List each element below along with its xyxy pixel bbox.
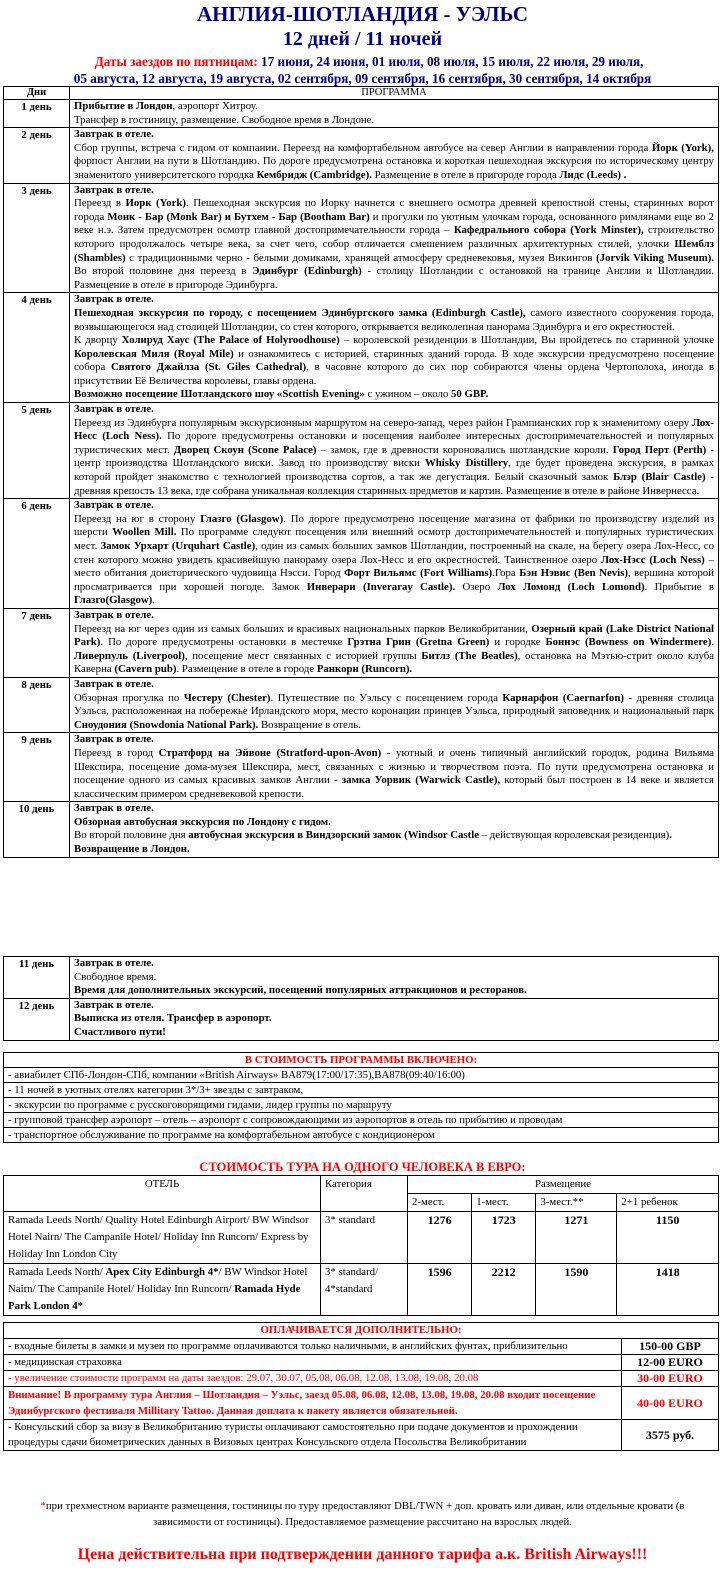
day-label: 5 день [4,403,70,499]
bold-text: Эдинбург (Edinburgh) [252,265,362,278]
text: с традиционными черно - белыми домиками, хранящей атмосферу средневековья, музея Викингов [125,251,597,264]
day-label: 1 день [4,100,70,128]
bold-text: Woollen Mill. [112,526,177,539]
day-label: 11 день [4,957,70,999]
text: , вершина которой просматривается при хорошей погоде. Замок [74,567,714,593]
day-label: 9 день [4,733,70,802]
bold-text: Лох-Несс (Loch Ness). [74,416,714,443]
included-table [3,1052,719,1143]
program-day-row [4,100,719,128]
program-day-row [4,957,719,999]
text: По программе следуют посещения или внешний осмотр достопримечательностей и популярных туристических мест. [74,526,714,552]
day-description [70,957,719,999]
price-value: 1596 [408,1264,472,1316]
col-hotel: ОТЕЛЬ [4,1176,321,1212]
text: Переезд в [74,197,126,210]
text: . Путешествие по Уэльсу с посещением города [270,691,503,704]
bold-text: Завтрак в отеле. [74,183,154,196]
final-note: Цена действительна при подтверждении данного тарифа а.к. British Airways!!! [77,1546,648,1563]
bold-text: Завтрак в отеле. [74,802,154,815]
day-label: 3 день [4,183,70,293]
included-item: - авиабилет СПб-Лондон-СПб, компании «British Airways» BA879(17:00/17:35),BA878(09:40/16:00) [4,1068,719,1083]
bold-text: Дворец Скоун [173,443,244,456]
program-header-row [4,87,719,100]
day-description [70,183,719,293]
extra-cost-price: 12-00 EURO [622,1355,719,1371]
day-label: 8 день [4,677,70,732]
col-category: Категория [321,1176,408,1212]
bold-text: (Cavern pub) [114,663,177,676]
day-description [70,403,719,499]
text: . По дороге предусмотрены остановки в местечке [100,636,348,649]
bold-text: Святого Джайлза (St. Giles Cathedral) [110,361,307,374]
extra-cost-description: - медицинская страховка [4,1355,622,1371]
text: . Размещение в отеле в городе [176,663,317,676]
extra-cost-description: Внимание! В программу тура Англия – Шотландия – Уэльс, заезд 05.08, 06.08, 12.08, 13.08, 19.08, 20.08 входит посещение Эдинбургского фестиваля Millitary Tattoo. Данная доплата к пакету является обязательной. [4,1387,622,1420]
bold-text: Холируд Хаус (The Palace of Holyroodhouse) [121,334,340,347]
bold-text: Бэн Нэвис (Ben Nevis) [519,567,628,580]
bold-text: автобусная экскурсия в Виндзорский замок (Windsor Castle [188,829,479,842]
tour-dates-line2: 05 августа, 12 августа, 19 августа, 02 сентября, 09 сентября, 16 сентября, 30 сентября, 14 октября [73,71,652,86]
price-value: 2212 [472,1264,536,1316]
bold-text: Завтрак в отеле. [74,499,154,512]
included-item: - групповой трансфер аэропорт – отель – аэропорт с сопровождающими из аэропортов в отель по прибытию и проводам [4,1113,719,1128]
program-day-row [4,608,719,677]
hotel-category: 3* standard/ 4*standard [321,1264,408,1316]
text: Озеро [455,580,498,593]
extra-title: ОПЛАЧИВАЕТСЯ ДОПОЛНИТЕЛЬНО: [4,1323,719,1339]
bold-text: Apex City Edinburgh 4* [105,1266,219,1278]
price-value: 1590 [536,1264,617,1316]
program-table-continued [3,956,719,1041]
included-row [4,1098,719,1113]
placement-col: 3-мест.** [536,1194,617,1212]
text: – место обитания доисторического чудовища Нэсси. Город [74,553,714,580]
extra-cost-row [4,1420,719,1451]
day-label: 4 день [4,293,70,403]
bold-text: Глазго(Glasgow) [74,594,153,607]
text: , аэропорт Хитроу. [172,100,258,112]
bold-text: Возможно посещение Шотландского шоу «Scottish Evening» [74,388,365,401]
day-description [70,733,719,802]
text: - древняя столица Уэльса, расположенная на побережье Ирландского моря, место коронации принцев Уэльса, природный заповедник и национальный парк [74,691,714,718]
day-description [70,677,719,732]
day-description [70,128,719,183]
included-item: - экскурсии по программе с русскоговорящими гидами, лидер группы по маршруту [4,1098,719,1113]
text: Обзорная прогулка по [74,691,184,704]
extra-cost-price: 3575 руб. [622,1420,719,1451]
text: . Пешеходная экскурсия по Иорку начнется с внешнего осмотра древней крепостной стены, старинных ворот города [74,197,714,223]
bold-text: Выписка из отеля. Трансфер в аэропорт. [74,1012,272,1025]
bold-text: Завтрак в отеле. [74,128,154,141]
bold-text: Пешеходная экскурсия по городу, с посещением Эдинбургского замка (Edinburgh Castle), [74,306,526,319]
bold-text: Завтрак в отеле. [74,293,154,306]
bold-text: Завтрак в отеле. [74,957,154,969]
text: / BW Windsor Hotel Nairn/ The Campanile Hotel/ Holiday Inn Runcorn/ [8,1266,308,1295]
bold-text: Лох-Нэсс (Loch Ness) [600,553,705,566]
placement-col: 1-мест. [472,1194,536,1212]
bold-text: Честеру (Chester) [183,691,271,704]
price-value: 1276 [408,1212,472,1264]
program-day-row [4,128,719,183]
price-value: 1418 [617,1264,719,1316]
tour-duration: 12 дней / 11 ночей [282,28,443,50]
hotel-category: 3* standard [321,1212,408,1264]
bold-text: Город Перт (Perth) [612,443,707,456]
text: Переезд в город [74,746,159,759]
day-description [70,293,719,403]
extra-cost-price: 150-00 GBP [622,1339,719,1355]
text: Переезд на юг в сторону [74,512,201,525]
day-label: 10 день [4,802,70,857]
bold-text: Обзорная автобусная экскурсия по Лондону с гидом. [74,815,331,828]
text: Переезд на юг через один из самых больших и красивых национальных парков Великобритании, [74,622,532,635]
text: , где будет проведена экскурсия, в рамках которой пройдет знакомство с технологией производства сортов, а так же дегустация. Белый сказочный замок [74,457,714,484]
text: , посещение мест связанных с историей группы [184,649,422,662]
text: Трансфер в гостиницу, размещение. Свободное время в Лондоне. [74,113,375,126]
bold-text: Карнарфон (Caernarfon) [502,691,624,704]
bold-text: (Scone Palace) [248,443,317,456]
text: Во второй половине дня [74,829,189,842]
included-item: - транспортное обслуживание по программе на комфортабельном автобусе с кондиционером [4,1128,719,1143]
bold-text: . [669,829,672,842]
day-description [70,608,719,677]
text: Свободное время. [74,970,157,983]
text: – замок, где в древности короновались шотландские короли. [316,443,613,456]
text: - центр производства Шотландского виски. Завод по производству виски [74,443,715,470]
extra-cost-row [4,1355,719,1371]
bold-text: Кембридж (Cambridge). [256,168,372,181]
bold-text: замка Уорвик (Warwick Castle), [341,774,501,787]
bold-text: Возвращение в Лондон. [74,843,190,856]
bold-text: Замок Урхарт (Urquhart Castle) [100,540,256,552]
bold-text: Королевская Миля (Royal Mile) [74,347,234,360]
prices-table [3,1175,719,1316]
bold-text: Грэтна Грин (Gretna Green) [347,636,490,649]
text: Ramada Leeds North/ [8,1266,106,1278]
text: , остановка на Мэтью-стрит около клуба Каверна [74,649,714,676]
day-description [70,802,719,857]
text: - древняя крепость 13 века, где собрана уникальная коллекция старинных предметов и картин. Размещение в отеле в районе Инвернесса. [74,471,715,497]
price-value: 1723 [472,1212,536,1264]
bold-text: Ливерпуль (Liverpool) [74,649,185,662]
program-day-row [4,499,719,609]
bold-text: Лох Ломонд (Loch Lomond) [497,580,645,593]
extra-cost-price: 30-00 EURO [622,1371,719,1387]
text: - уютный и очень типичный английский городок, родина Вильяма Шекспира, посещение дома-музея Шекспира, мест, связанных с жизнью и творчеством поэта. По пути предусмотрена остановка и посещение одного из самых красивых замков Англии - [74,746,715,787]
program-day-row [4,293,719,403]
bold-text: Whisky Distillery [424,457,509,470]
text: . [152,594,155,607]
footnote-star: * [40,1500,46,1512]
included-row [4,1083,719,1098]
price-row [4,1264,719,1316]
program-day-row [4,733,719,802]
extra-cost-row [4,1387,719,1420]
col-days: Дни [4,87,70,100]
text: . Прибытие в [644,580,714,593]
tour-title: АНГЛИЯ-ШОТЛАНДИЯ - УЭЛЬС [196,2,528,26]
included-title: В СТОИМОСТЬ ПРОГРАММЫ ВКЛЮЧЕНО: [4,1053,719,1068]
extra-cost-row [4,1371,719,1387]
program-day-row [4,998,719,1040]
extra-cost-price: 40-00 EURO [622,1387,719,1420]
price-value: 1150 [617,1212,719,1264]
text: – королевской резиденции в Шотландии, Вы пройдетесь по старинной улочке [339,334,715,347]
text: – действующая королевская резиденция) [479,829,670,842]
program-day-row [4,677,719,732]
text: По дороге предусмотрены остановки и посещения наиболее интересных достопримечательностей и популярных туристических мест. [74,430,714,456]
prices-header-row [4,1176,719,1194]
included-item: - 11 ночей в уютных отелях категории 3*/3+ звезды с завтраком, [4,1083,719,1098]
bold-text: Инверари (Inveraray Castle). [306,580,456,593]
bold-text: Счастливого пути! [74,1025,166,1038]
program-day-row [4,183,719,293]
bold-text: Блэр (Blair Castle) [613,471,706,484]
bold-text: Завтрак в отеле. [74,403,154,416]
text: и прогулки по уютным улочкам города, основанного римлянами еще во 2 веке н.э. Затем предусмотрен осмотр главной достопримечательности города – [74,210,714,237]
included-row [4,1068,719,1083]
text: который был построен в 14 веке и является классическим примером средневековой крепости. [74,774,714,800]
bold-text: Кафедрального собора (York Minster), [453,224,644,237]
bold-text: Глазго (Glasgow) [200,512,284,525]
bold-text: Монк - Бар (Monk Bar) и Бутхем - Бар (Bootham Bar) [107,210,370,223]
text: Размещение в отеле в пригороде города [371,168,560,181]
text: Во второй половине дня переезд в [74,265,253,278]
footnote [20,1498,705,1530]
text: Сбор группы, встреча с гидом от компании. Переезд на комфортабельном автобусе на север Англии в направлении города [74,141,652,154]
bold-text: Лидс (Leeds) . [559,168,627,181]
bold-text: Боннэс (Bowness on Windermere) [545,636,712,649]
extra-cost-description: - входные билеты в замки и музеи по программе оплачиваются только наличными, в английских фунтах, приблизительно [4,1339,622,1355]
text: . По дороге предусмотрено посещение магазина от фабрики по производству изделий из шерсти [74,512,714,539]
bold-text: Ramada Hyde Park London 4* [8,1283,301,1312]
text: форпост Англии на пути в Шотландию. По дороге предусмотрена остановка и короткая пешеходная экскурсия по историческому центру знаменитого университетского городка [74,155,714,181]
extra-costs-table [3,1322,719,1451]
bold-text: Время для дополнительных экскурсий, посещений популярных аттракционов и ресторанов. [74,984,527,997]
tour-dates-line1 [0,53,725,70]
included-row [4,1113,719,1128]
bold-text: Стратфорд на Эйвоне (Stratford-upon-Avon) [158,746,382,759]
bold-text: Прибытие в Лондон [74,100,173,112]
bold-text: Завтрак в отеле. [74,608,154,621]
bold-text: 50 GBP. [450,388,489,401]
program-day-row [4,403,719,499]
day-label: 2 день [4,128,70,183]
text: - столицу Шотландии с остановкой на границе Англии и Шотландии. Размещение в отеле в пригороде Эдинбурга. [74,265,715,291]
bold-text: Битлз (The Beatles) [421,649,518,662]
text: , в часовне которого до сих пор собираются члены ордена Чертополоха, иногда в присутствии Её Величества королевы, главы ордена. [74,361,714,387]
day-description [70,998,719,1040]
col-placement: Размещение [408,1176,719,1194]
bold-text: Иорк (York) [125,197,187,210]
hotel-names [4,1212,321,1264]
bold-text: Завтрак в отеле. [74,998,154,1011]
bold-text: (Jorvik Viking Museum). [596,251,714,264]
text: строительство которого продолжалось четыре века, за счет чего, собор отличается смешением различных архитектурных стилей, улочки [74,224,714,250]
bold-text: Завтрак в отеле. [74,677,154,690]
bold-text: Сноудония (Snowdonia National Park). [74,718,259,731]
price-row [4,1212,719,1264]
bold-text: Завтрак в отеле. [74,733,154,746]
price-value: 1271 [536,1212,617,1264]
extra-cost-row [4,1339,719,1355]
bold-text: Шемблз (Shambles) [74,237,714,264]
bold-text: Форт Вильямс (Fort Williams) [344,567,493,580]
dates-list-1: 17 июня, 24 июня, 01 июля, 08 июля, 15 июля, 22 июля, 29 июля, [257,54,644,69]
extra-cost-description: - Консульский сбор за визу в Великобританию туристы оплачивают самостоятельно при подаче документов и прохождении процедуры сдачи биометрических данных в Визовых центрах Консульского отдела Посольства Великобритании [4,1420,622,1451]
text: самого известного сооружения города, возвышающегося над столицей Шотландии, со стен которого, открывается великолепная панорама Эдинбурга и его окрестностей. [74,306,714,333]
prices-title: СТОИМОСТЬ ТУРА НА ОДНОГО ЧЕЛОВЕКА В ЕВРО: [199,1160,526,1174]
text: с ужином – около [364,388,451,401]
day-label: 12 день [4,998,70,1040]
text: Ramada Leeds North/ Quality Hotel Edinburgh Airport/ BW Windsor Hotel Nairn/ The Campanile Hotel/ Holiday Inn Runcorn/ Express by Holiday Inn London City [8,1214,309,1260]
text: . [711,636,715,649]
day-label: 6 день [4,499,70,609]
extra-cost-description: - увеличение стоимости программ на даты заездов: 29.07, 30.07, 05.08, 06.08, 12.08, 13.08, 19.08, 20.08 [4,1371,622,1387]
bold-text: Озерный край (Lake District National Park) [74,622,714,649]
placement-col: 2+1 ребенок [617,1194,719,1212]
text: Переезд из Эдинбурга популярным экскурсионным маршрутом на северо-запад, через район Грампианских гор к знаменитому озеру [74,416,693,429]
placement-col: 2-мест. [408,1194,472,1212]
text: и городке [489,636,546,649]
text: .Гора [492,567,520,580]
footnote-text: при трехместном варианте размещения, гостиницы по туру предоставляют DBL/TWN + доп. кровать или диван, или отдельные кровати (в зависимости от гостиницы). Предоставляемое размещение рассчитано на взрослых людей. [45,1500,685,1528]
day-description [70,499,719,609]
text: Возвращение в отель. [258,718,361,731]
day-label: 7 день [4,608,70,677]
day-description [70,100,719,128]
col-program: ПРОГРАММА [70,87,719,100]
text: и ознакомитесь с историей, старинных зданий города. В ходе экскурсии предусмотрено посещение собора [74,347,714,374]
tour-dates [0,53,725,87]
dates-label: Даты заездов по пятницам: [94,54,258,69]
hotel-names [4,1264,321,1316]
text: К дворцу [74,334,122,347]
program-day-row [4,802,719,857]
bold-text: Йорк (York), [651,141,714,154]
program-table [3,86,719,858]
bold-text: Ранкорн (Runcorn). [316,663,413,676]
text: , один из самых больших замков Шотландии, построенный на скале, на берегу озера Лох-Несс, со стен которого можно увидеть красивейшую панораму озера Лох-Несс и его окрестностей. Таинственное озеро [74,540,714,566]
included-row [4,1128,719,1143]
